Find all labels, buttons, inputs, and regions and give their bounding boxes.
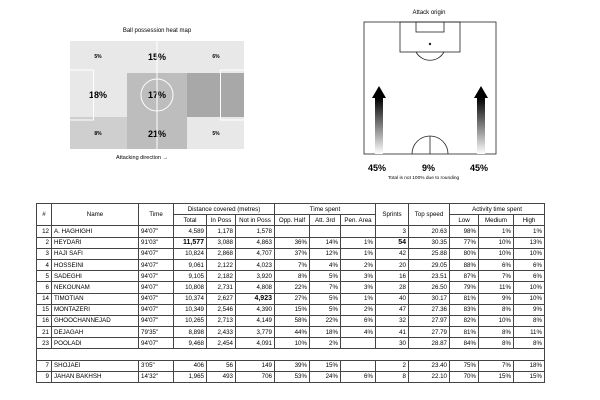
cell-pen-area: 1% [341, 293, 376, 304]
col-distance: Distance covered (metres) [174, 204, 275, 215]
cell-not-in-poss: 4,091 [236, 338, 275, 349]
cell-opp-half: 8% [275, 271, 310, 282]
cell-name: HOSSEINI [52, 259, 139, 270]
cell-total: 4,589 [174, 226, 207, 237]
cell-in-poss: 2,713 [207, 315, 236, 326]
cell-top-speed: 20.63 [409, 226, 450, 237]
cell-num: 6 [37, 282, 52, 293]
cell-top-speed: 29.05 [409, 259, 450, 270]
cell-high: 1% [514, 226, 545, 237]
cell-not-in-poss: 1,578 [236, 226, 275, 237]
rounding-note: Total is not 100% due to rounding [388, 176, 460, 181]
cell-not-in-poss: 3,920 [236, 271, 275, 282]
pitch-lines [69, 40, 245, 150]
col-time: Time [139, 204, 174, 226]
cell-att-3rd: 18% [310, 327, 341, 338]
cell-name: MONTAZERI [52, 304, 139, 315]
cell-sprints: 28 [376, 282, 409, 293]
table-row [37, 226, 545, 237]
cell-pen-area: 1% [341, 248, 376, 259]
cell-time: 94'07" [139, 282, 174, 293]
zone-top-left: 5% [69, 40, 127, 73]
cell-in-poss: 2,182 [207, 271, 236, 282]
cell-top-speed: 28.87 [409, 338, 450, 349]
cell-pen-area: 3% [341, 271, 376, 282]
cell-total: 9,468 [174, 338, 207, 349]
cell-sprints: 54 [376, 237, 409, 248]
cell-time: 14'32" [139, 371, 174, 382]
col-not-in-poss: Not in Poss [236, 215, 275, 226]
col-medium: Medium [479, 215, 514, 226]
cell-high: 13% [514, 237, 545, 248]
cell-att-3rd: 7% [310, 282, 341, 293]
col-activity: Activity time spent [450, 204, 545, 215]
cell-low: 80% [450, 248, 479, 259]
cell-name: A. HAGHIGHI [52, 226, 139, 237]
cell-name: SADEGHI [52, 271, 139, 282]
cell-sprints: 32 [376, 315, 409, 326]
cell-high: 15% [514, 371, 545, 382]
cell-name: JAHAN BAKHSH [52, 371, 139, 382]
cell-high: 6% [514, 259, 545, 270]
cell-opp-half: 37% [275, 248, 310, 259]
cell-top-speed: 30.17 [409, 293, 450, 304]
cell-time: 94'07" [139, 271, 174, 282]
cell-not-in-poss: 4,707 [236, 248, 275, 259]
cell-time: 94'07" [139, 226, 174, 237]
cell-total: 9,061 [174, 259, 207, 270]
cell-pen-area: 2% [341, 259, 376, 270]
cell-opp-half: 39% [275, 360, 310, 371]
cell-sprints: 42 [376, 248, 409, 259]
cell-num: 5 [37, 271, 52, 282]
cell-in-poss: 2,731 [207, 282, 236, 293]
col-high: High [514, 215, 545, 226]
col-num: # [37, 204, 52, 226]
zone-bot-mid: 21% [127, 117, 187, 150]
cell-pen-area: 1% [341, 237, 376, 248]
cell-att-3rd: 5% [310, 304, 341, 315]
cell-high: 8% [514, 338, 545, 349]
cell-pen-area: 2% [341, 304, 376, 315]
cell-medium: 10% [479, 237, 514, 248]
cell-low: 87% [450, 271, 479, 282]
cell-in-poss: 2,627 [207, 293, 236, 304]
cell-top-speed: 23.51 [409, 271, 450, 282]
cell-name: NEKOUNAM [52, 282, 139, 293]
cell-medium: 9% [479, 293, 514, 304]
cell-medium: 10% [479, 315, 514, 326]
table-gap-row [37, 349, 545, 360]
cell-att-3rd: 15% [310, 360, 341, 371]
col-time-spent: Time spent [275, 204, 376, 215]
cell-time: 3'05" [139, 360, 174, 371]
cell-att-3rd: 24% [310, 371, 341, 382]
table-row [37, 338, 545, 349]
cell-low: 88% [450, 259, 479, 270]
cell-sprints: 40 [376, 293, 409, 304]
cell-top-speed: 27.97 [409, 315, 450, 326]
cell-time: 94'07" [139, 338, 174, 349]
cell-in-poss: 1,178 [207, 226, 236, 237]
cell-num: 21 [37, 327, 52, 338]
cell-high: 6% [514, 271, 545, 282]
col-in-poss: In Poss [207, 215, 236, 226]
cell-low: 82% [450, 315, 479, 326]
table-row [37, 360, 545, 371]
table-row [37, 371, 545, 382]
cell-opp-half: 15% [275, 304, 310, 315]
substitutes-body [37, 360, 545, 382]
cell-opp-half: 58% [275, 315, 310, 326]
cell-sprints: 20 [376, 259, 409, 270]
cell-pen-area [341, 338, 376, 349]
cell-top-speed: 30.35 [409, 237, 450, 248]
cell-opp-half: 10% [275, 338, 310, 349]
table-row [37, 237, 545, 248]
cell-time: 94'07" [139, 293, 174, 304]
cell-not-in-poss: 4,023 [236, 259, 275, 270]
cell-num: 2 [37, 237, 52, 248]
cell-num: 16 [37, 315, 52, 326]
cell-name: POOLADI [52, 338, 139, 349]
cell-low: 77% [450, 237, 479, 248]
table-row [37, 304, 545, 315]
cell-total: 8,898 [174, 327, 207, 338]
cell-top-speed: 22.10 [409, 371, 450, 382]
cell-not-in-poss: 4,808 [236, 282, 275, 293]
cell-opp-half: 22% [275, 282, 310, 293]
cell-high: 8% [514, 315, 545, 326]
cell-total: 406 [174, 360, 207, 371]
zone-bot-right: 5% [187, 117, 245, 150]
cell-num: 3 [37, 248, 52, 259]
table-row [37, 282, 545, 293]
cell-pen-area: 3% [341, 282, 376, 293]
cell-medium: 7% [479, 360, 514, 371]
cell-pen-area [341, 226, 376, 237]
col-opp-half: Opp. Half [275, 215, 310, 226]
cell-total: 10,349 [174, 304, 207, 315]
cell-medium: 6% [479, 259, 514, 270]
col-top-speed: Top speed [409, 204, 450, 226]
cell-in-poss: 2,454 [207, 338, 236, 349]
cell-top-speed: 25.88 [409, 248, 450, 259]
starters-body [37, 226, 545, 349]
cell-in-poss: 2,433 [207, 327, 236, 338]
cell-medium: 8% [479, 338, 514, 349]
cell-medium: 8% [479, 304, 514, 315]
cell-time: 91'03" [139, 237, 174, 248]
cell-name: SHOJAEI [52, 360, 139, 371]
table-row [37, 315, 545, 326]
cell-in-poss: 2,546 [207, 304, 236, 315]
cell-low: 98% [450, 226, 479, 237]
cell-in-poss: 2,122 [207, 259, 236, 270]
cell-pen-area: 6% [341, 371, 376, 382]
cell-not-in-poss: 706 [236, 371, 275, 382]
cell-low: 70% [450, 371, 479, 382]
cell-time: 94'07" [139, 259, 174, 270]
cell-low: 79% [450, 282, 479, 293]
table-header-row [37, 204, 545, 215]
cell-opp-half [275, 226, 310, 237]
cell-medium: 10% [479, 248, 514, 259]
table-row [37, 271, 545, 282]
cell-num: 23 [37, 338, 52, 349]
cell-high: 18% [514, 360, 545, 371]
cell-num: 14 [37, 293, 52, 304]
cell-num: 9 [37, 371, 52, 382]
attack-arrow-right [474, 86, 488, 154]
table-row [37, 259, 545, 270]
cell-not-in-poss: 149 [236, 360, 275, 371]
attack-origin-title: Attack origin [412, 10, 446, 16]
cell-top-speed: 23.40 [409, 360, 450, 371]
cell-not-in-poss: 4,863 [236, 237, 275, 248]
cell-top-speed: 27.79 [409, 327, 450, 338]
cell-pen-area: 4% [341, 327, 376, 338]
cell-name: DEJAGAH [52, 327, 139, 338]
cell-opp-half: 7% [275, 259, 310, 270]
spacer-body [37, 349, 545, 360]
cell-high: 11% [514, 327, 545, 338]
col-low: Low [450, 215, 479, 226]
cell-time: 94'07" [139, 315, 174, 326]
cell-low: 81% [450, 327, 479, 338]
attacking-direction-label: Attacking direction [116, 155, 161, 161]
cell-sprints: 41 [376, 327, 409, 338]
cell-high: 10% [514, 248, 545, 259]
cell-low: 84% [450, 338, 479, 349]
col-att-3rd: Att. 3rd [310, 215, 341, 226]
cell-att-3rd: 2% [310, 338, 341, 349]
zone-mid-mid: 17% [127, 73, 187, 117]
cell-att-3rd: 4% [310, 259, 341, 270]
cell-sprints: 8 [376, 371, 409, 382]
attack-arrow-left [372, 86, 386, 154]
cell-in-poss: 56 [207, 360, 236, 371]
attack-left-value: 45% [368, 163, 387, 173]
table-row [37, 248, 545, 259]
zone-top-right: 6% [187, 40, 245, 73]
cell-medium: 11% [479, 282, 514, 293]
attack-center-value: 9% [422, 163, 436, 173]
cell-att-3rd: 5% [310, 293, 341, 304]
cell-total: 10,265 [174, 315, 207, 326]
zone-bot-left: 8% [69, 117, 127, 150]
cell-sprints: 47 [376, 304, 409, 315]
cell-att-3rd: 22% [310, 315, 341, 326]
cell-high: 10% [514, 282, 545, 293]
cell-medium: 15% [479, 371, 514, 382]
cell-total: 9,105 [174, 271, 207, 282]
zone-top-mid: 15% [127, 40, 187, 73]
cell-pen-area: 6% [341, 315, 376, 326]
attack-right-value: 45% [470, 163, 489, 173]
cell-top-speed: 26.50 [409, 282, 450, 293]
zone-mid-left: 18% [69, 73, 127, 117]
cell-name: HEYDARI [52, 237, 139, 248]
cell-name: HAJI SAFI [52, 248, 139, 259]
cell-low: 75% [450, 360, 479, 371]
cell-medium: 8% [479, 327, 514, 338]
cell-pen-area [341, 360, 376, 371]
col-pen-area: Pen. Area [341, 215, 376, 226]
cell-total: 1,965 [174, 371, 207, 382]
cell-num: 4 [37, 259, 52, 270]
col-sprints: Sprints [376, 204, 409, 226]
cell-in-poss: 2,868 [207, 248, 236, 259]
cell-num: 15 [37, 304, 52, 315]
cell-in-poss: 493 [207, 371, 236, 382]
cell-total: 10,824 [174, 248, 207, 259]
cell-low: 83% [450, 304, 479, 315]
cell-num: 7 [37, 360, 52, 371]
cell-not-in-poss: 4,149 [236, 315, 275, 326]
cell-sprints: 3 [376, 226, 409, 237]
player-stats-table [36, 203, 545, 383]
attacking-direction [116, 155, 168, 161]
cell-high: 9% [514, 304, 545, 315]
cell-time: 94'07" [139, 248, 174, 259]
col-total: Total [174, 215, 207, 226]
cell-total: 10,808 [174, 282, 207, 293]
cell-not-in-poss: 4,390 [236, 304, 275, 315]
cell-in-poss: 3,088 [207, 237, 236, 248]
cell-name: GHOOCHANNEJAD [52, 315, 139, 326]
cell-medium: 1% [479, 226, 514, 237]
arrow-right-icon: → [162, 155, 168, 161]
cell-low: 81% [450, 293, 479, 304]
cell-not-in-poss: 3,779 [236, 327, 275, 338]
table-row [37, 293, 545, 304]
cell-name: TIMOTIAN [52, 293, 139, 304]
cell-opp-half: 27% [275, 293, 310, 304]
cell-att-3rd: 5% [310, 271, 341, 282]
heatmap-title: Ball possession heat map [122, 28, 192, 34]
col-name: Name [52, 204, 139, 226]
cell-total: 11,577 [174, 237, 207, 248]
cell-opp-half: 53% [275, 371, 310, 382]
attack-origin-pitch [360, 20, 500, 160]
cell-not-in-poss: 4,923 [236, 293, 275, 304]
cell-sprints: 16 [376, 271, 409, 282]
cell-att-3rd: 12% [310, 248, 341, 259]
table-row [37, 327, 545, 338]
cell-opp-half: 44% [275, 327, 310, 338]
cell-att-3rd [310, 226, 341, 237]
cell-total: 10,374 [174, 293, 207, 304]
cell-high: 10% [514, 293, 545, 304]
possession-heatmap [69, 40, 245, 150]
cell-top-speed: 27.36 [409, 304, 450, 315]
cell-time: 79'35" [139, 327, 174, 338]
cell-sprints: 30 [376, 338, 409, 349]
cell-medium: 7% [479, 271, 514, 282]
cell-opp-half: 36% [275, 237, 310, 248]
cell-num: 12 [37, 226, 52, 237]
cell-time: 94'07" [139, 304, 174, 315]
cell-att-3rd: 14% [310, 237, 341, 248]
cell-sprints: 2 [376, 360, 409, 371]
